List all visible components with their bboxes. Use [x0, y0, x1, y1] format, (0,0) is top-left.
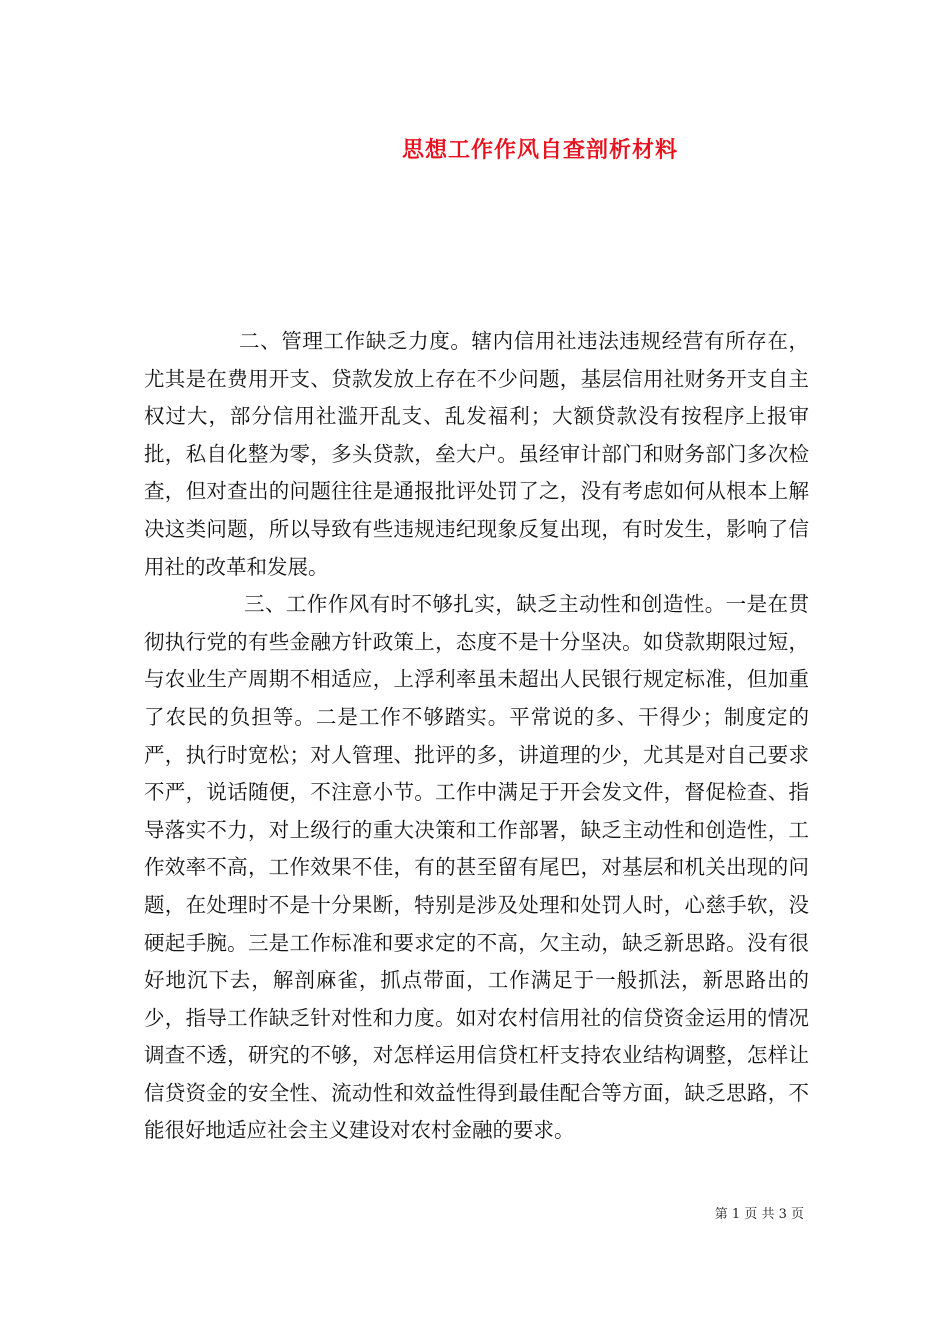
paragraph-management: 二、管理工作缺乏力度。辖内信用社违法违规经营有所存在，尤其是在费用开支、贷款发放上存在不少问题，基层信用社财务开支自主权过大，部分信用社滥开乱支、乱发福利；大额贷款没有按程序上报审批，私自化整为零，多头贷款，垒大户。虽经审计部门和财务部门多次检查，但对查出的问题往往是通报批评处罚了之，没有考虑如何从根本上解决这类问题，所以导致有些违规违纪现象反复出现，有时发生，影响了信用社的改革和发展。	[144, 329, 809, 579]
document-body	[144, 323, 809, 1150]
page-number-footer: 第 1 页 共 3 页	[714, 1207, 804, 1222]
paragraph-work-style: 三、工作作风有时不够扎实，缺乏主动性和创造性。一是在贯彻执行党的有些金融方针政策上，态度不是十分坚决。如贷款期限过短，与农业生产周期不相适应，上浮利率虽未超出人民银行规定标准，但加重了农民的负担等。二是工作不够踏实。平常说的多、干得少；制度定的严，执行时宽松；对人管理、批评的多，讲道理的少，尤其是对自己要求不严，说话随便，不注意小节。工作中满足于开会发文件，督促检查、指导落实不力，对上级行的重大决策和工作部署，缺乏主动性和创造性，工作效率不高，工作效果不佳，有的甚至留有尾巴，对基层和机关出现的问题，在处理时不是十分果断，特别是涉及处理和处罚人时，心慈手软，没硬起手腕。三是工作标准和要求定的不高，欠主动，缺乏新思路。没有很好地沉下去，解剖麻雀，抓点带面，工作满足于一般抓法，新思路出的少，指导工作缺乏针对性和力度。如对农村信用社的信贷资金运用的情况调查不透，研究的不够，对怎样运用信贷杠杆支持农业结构调整，怎样让信贷资金的安全性、流动性和效益性得到最佳配合等方面，缺乏思路，不能很好地适应社会主义建设对农村金融的要求。	[144, 592, 809, 1143]
document-title: 思想工作作风自查剖析材料	[401, 138, 678, 163]
